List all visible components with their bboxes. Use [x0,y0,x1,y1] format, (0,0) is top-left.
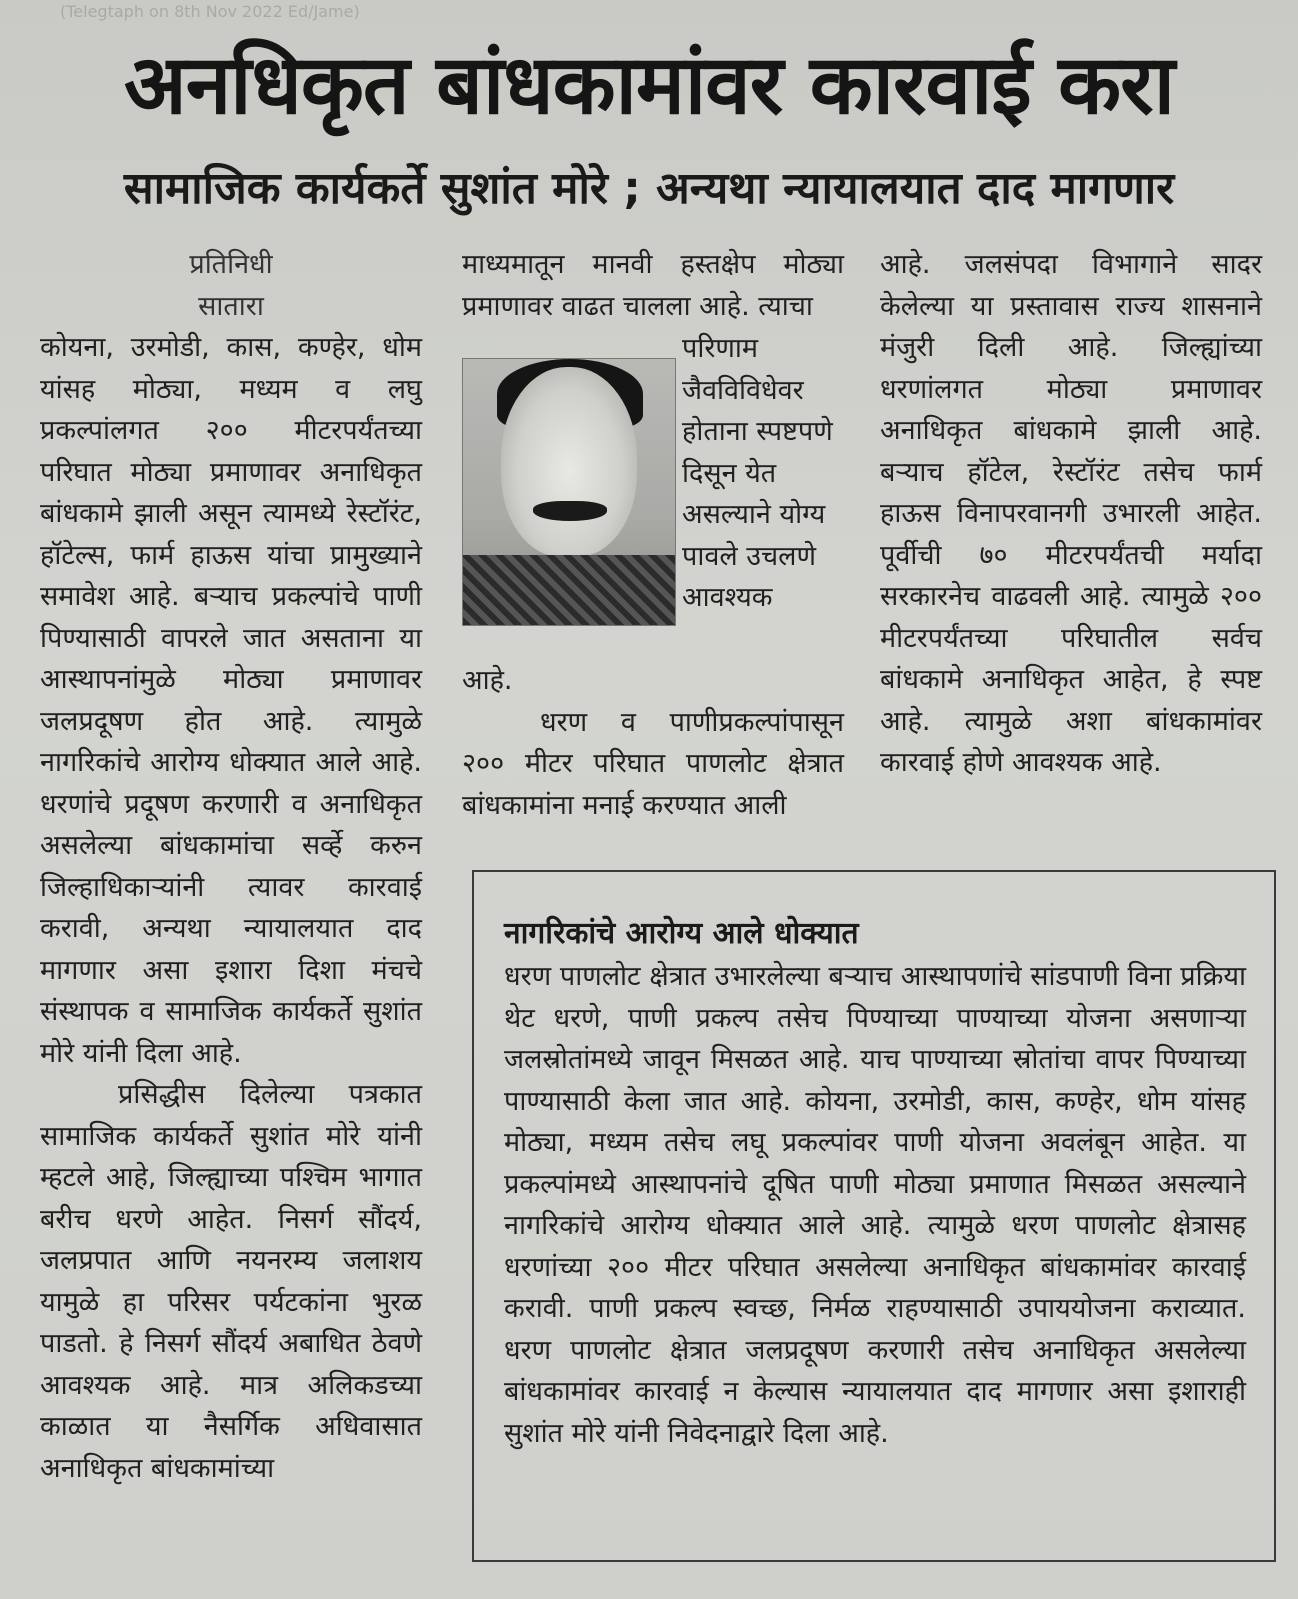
sidebar-box-text: धरण पाणलोट क्षेत्रात उभारलेल्या बऱ्याच आस्थापणांचे सांडपाणी विना प्रक्रिया थेट धरणे, पाणी प्रकल्प तसेच पिण्याच्या पाण्याच्या योजना असणाऱ्या जलस्रोतांमध्ये जावून मिसळत आहे. याच पाण्याच्या स्रोतांचा वापर पिण्याच्या पाण्यासाठी केला जात आहे. कोयना, उरमोडी, कास, कण्हेर, धोम यांसह मोठ्या, मध्यम तसेच लघू प्रकल्पांवर पाणी योजना अवलंबून आहेत. या प्रकल्पांमध्ये आस्थापनांचे दूषित पाणी मोठ्या प्रमाणात मिसळत असल्याने नागरिकांचे आरोग्य धोक्यात आले आहे. त्यामुळे धरण पाणलोट क्षेत्रासह धरणांच्या २०० मीटर परिघात असलेल्या अनाधिकृत बांधकामांवर कारवाई करावी. पाणी प्रकल्प स्वच्छ, निर्मळ राहण्यासाठी उपाययोजना कराव्यात. धरण पाणलोट क्षेत्रात जलप्रदूषण करणारी तसेच अनाधिकृत असलेल्या बांधकामांवर कारवाई न केल्यास न्यायालयात दाद मागणार असा इशाराही सुशांत मोरे यांनी निवेदनाद्वारे दिला आहे. [504,961,1246,1449]
sidebar-box-body [504,956,1246,1454]
article-column-2-beside-photo [682,328,844,619]
headline: अनधिकृत बांधकामांवर कारवाई करा [124,38,1174,133]
article-column-2-bottom [462,660,844,826]
byline-place: सातारा [198,290,264,322]
column2-top-text: माध्यमातून मानवी हस्तक्षेप मोठ्या प्रमाणावर वाढत चालला आहे. त्याचा [462,249,844,322]
faint-masthead-text: (Telegtaph on 8th Nov 2022 Ed/Jame) [60,2,360,21]
sidebar-box-title: नागरिकांचे आरोग्य आले धोक्यात [504,916,859,951]
article-column-2-top [462,244,844,327]
portrait-mustache [533,501,607,521]
column1-paragraph-2: प्रसिद्धीस दिलेल्या पत्रकात सामाजिक कार्यकर्ते सुशांत मोरे यांनी म्हटले आहे, जिल्ह्याच्या पश्चिम भागात बरीच धरणे आहेत. निसर्ग सौंदर्य, जलप्रपात आणि नयनरम्य जलाशय यामुळे हा परिसर पर्यटकांना भुरळ पाडतो. हे निसर्ग सौंदर्य अबाधित ठेवणे आवश्यक आहे. मात्र अलिकडच्या काळात या नैसर्गिक अधिवासात अनाधिकृत बांधकामांच्या [40,1079,422,1484]
article-column-1 [40,244,422,1489]
column1-paragraph-1: कोयना, उरमोडी, कास, कण्हेर, धोम यांसह मोठ्या, मध्यम व लघु प्रकल्पांलगत २०० मीटरपर्यंतच्या परिघात मोठ्या प्रमाणावर अनाधिकृत बांधकामे झाली असून त्यामध्ये रेस्टॉरंट, हॉटेल्स, फार्म हाऊस यांचा प्रामुख्याने समावेश आहे. बऱ्याच प्रकल्पांचे पाणी पिण्यासाठी वापरले जात असताना या आस्थापनांमुळे मोठ्या प्रमाणावर जलप्रदूषण होत आहे. त्यामुळे नागरिकांचे आरोग्य धोक्यात आले आहे. धरणांचे प्रदूषण करणारी व अनाधिकृत असलेल्या बांधकामांचा सर्व्हे करुन जिल्हाधिकाऱ्यांनी त्यावर कारवाई करावी, अन्यथा न्यायालयात दाद मागणार असा इशारा दिशा मंचचे संस्थापक व सामाजिक कार्यकर्ते सुशांत मोरे यांनी दिला आहे. [40,332,422,1069]
portrait-shirt [463,555,675,625]
portrait-photo [462,358,676,626]
column2-beside-photo-text: परिणाम जैवविविधेवर होताना स्पष्टपणे दिसून येत असल्याने योग्य पावले उचलणे आवश्यक [682,333,833,613]
subheadline: सामाजिक कार्यकर्ते सुशांत मोरे ; अन्यथा न्यायालयात दाद मागणार [123,163,1175,214]
article-column-3 [880,244,1262,784]
byline-reporter: प्रतिनिधी [189,249,273,280]
column3-text: आहे. जलसंपदा विभागाने सादर केलेल्या या प्रस्तावास राज्य शासनाने मंजुरी दिली आहे. जिल्ह्यांच्या धरणांलगत मोठ्या प्रमाणावर अनाधिकृत बांधकामे झाली आहे. बऱ्याच हॉटेल, रेस्टॉरंट तसेच फार्म हाऊस विनापरवानगी उभारली आहेत. पूर्वीची ७० मीटरपर्यंतची मर्यादा सरकारनेच वाढवली आहे. त्यामुळे २०० मीटरपर्यंतच्या परिघातील सर्वच बांधकामे अनाधिकृत आहेत, हे स्पष्ट आहे. त्यामुळे अशा बांधकामांवर कारवाई होणे आवश्यक आहे. [880,249,1262,778]
column2-after-photo-text: आहे. [462,665,513,696]
portrait-face [501,367,637,557]
column2-paragraph-2: धरण व पाणीप्रकल्पांपासून २०० मीटर परिघात पाणलोट क्षेत्रात बांधकामांना मनाई करण्यात आली [462,706,844,821]
